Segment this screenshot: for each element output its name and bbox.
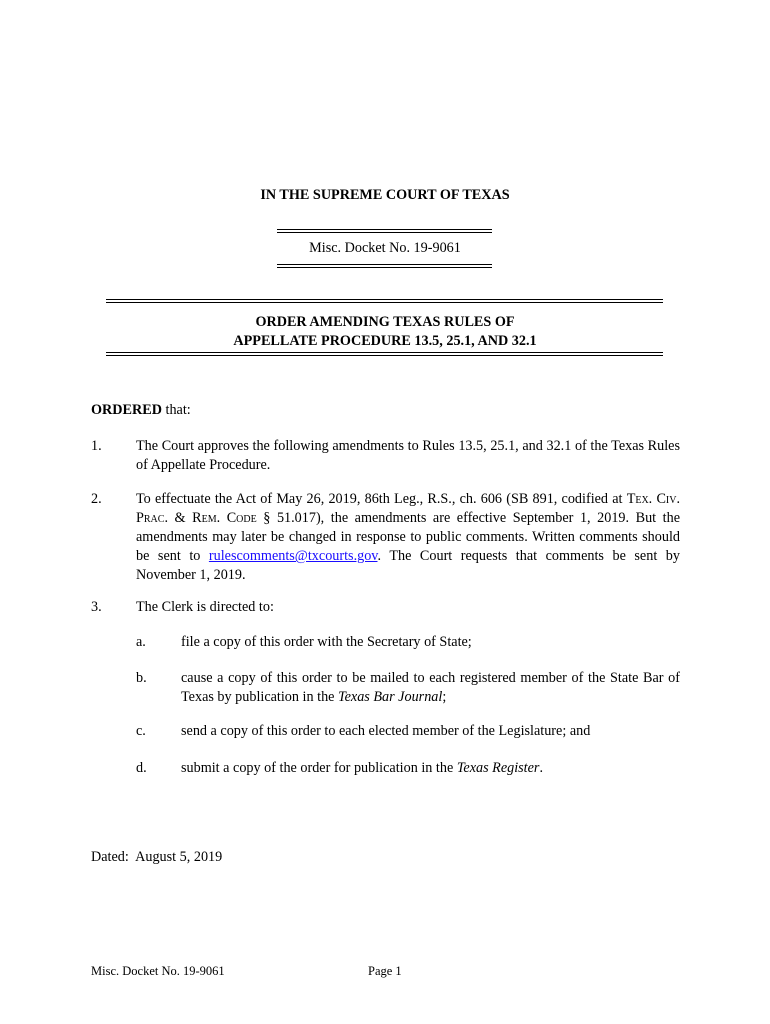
docket-number: Misc. Docket No. 19-9061 xyxy=(309,240,461,256)
item-number: 3. xyxy=(91,599,102,615)
footer-docket: Misc. Docket No. 19-9061 xyxy=(91,964,225,978)
subitem-letter: b. xyxy=(136,670,147,686)
statute-citation: Tex. Civ. Prac. & Rem. Code xyxy=(136,491,680,526)
publication-name: Texas Bar Journal xyxy=(338,689,443,705)
item-number: 1. xyxy=(91,438,102,454)
email-link[interactable]: rulescomments@txcourts.gov xyxy=(208,548,378,564)
subitem-text: file a copy of this order with the Secretary of State; xyxy=(181,634,472,650)
subitem-letter: d. xyxy=(136,760,147,776)
item-text: The Clerk is directed to: xyxy=(136,599,274,615)
item-text: To effectuate the Act of May 26, 2019, 86th Leg., R.S., ch. 606 (SB 891, codified at Tex. Civ. Prac. & Rem. Code § 51.017), the amendments are effective September 1, 2019. But the amendments may later be changed in response to public comments. Written comments should be sent to rulescomments@txcourts.gov. The Court requests that comments be sent by November 1, 2019. xyxy=(136,491,680,583)
dated-line: Dated: August 5, 2019 xyxy=(91,849,223,865)
docket-rule-top xyxy=(277,229,492,233)
order-title-line1: ORDER AMENDING TEXAS RULES OF xyxy=(255,314,515,330)
title-rule-top xyxy=(106,299,663,303)
item-text: The Court approves the following amendments to Rules 13.5, 25.1, and 32.1 of the Texas Rules of Appellate Procedure. xyxy=(136,438,680,473)
ordered-rest: that: xyxy=(161,402,191,418)
subitem-text: submit a copy of the order for publication in the Texas Register. xyxy=(181,760,543,776)
court-title: IN THE SUPREME COURT OF TEXAS xyxy=(260,187,510,203)
subitem-text: send a copy of this order to each elected member of the Legislature; and xyxy=(181,723,591,739)
order-title-line2: APPELLATE PROCEDURE 13.5, 25.1, AND 32.1 xyxy=(233,333,537,349)
subitem-text: cause a copy of this order to be mailed to each registered member of the State Bar of Texas by publication in the Texas Bar Journal; xyxy=(181,670,680,705)
item-number: 2. xyxy=(91,491,102,507)
footer-page-number: Page 1 xyxy=(368,964,402,978)
subitem-letter: a. xyxy=(136,634,146,650)
title-rule-bottom xyxy=(106,352,663,356)
ordered-keyword: ORDERED xyxy=(91,402,162,418)
subitem-letter: c. xyxy=(136,723,146,739)
docket-rule-bottom xyxy=(277,264,492,268)
publication-name: Texas Register xyxy=(456,760,540,776)
ordered-line xyxy=(91,401,191,420)
